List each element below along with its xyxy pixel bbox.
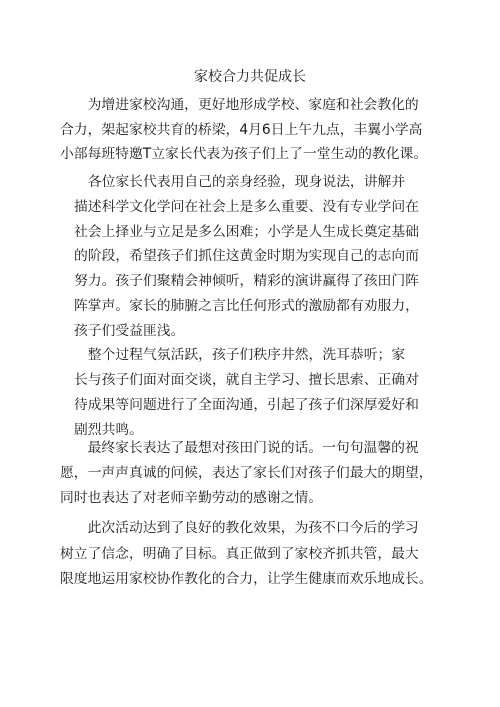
- paragraph-line: 整个过程气氛活跃，孩子们秩序井然，洗耳恭听；家: [74, 347, 406, 363]
- paragraph-line: 此次活动达到了良好的教化效果，为孩不口今后的学习: [60, 520, 419, 536]
- paragraph-line: 社会上择业与立足是多么困难；小学是人生成长奠定基础: [74, 223, 419, 240]
- paragraph-line: 各位家长代表用自己的亲身经验，现身说法，讲解并: [74, 174, 406, 190]
- paragraph-line: 待成果等问题进行了全面沟通，引起了孩子们深厚爱好和: [74, 397, 419, 413]
- paragraph-line: 合力，架起家校共育的桥梁，4月6日上午九点，丰翼小学高: [60, 121, 423, 138]
- document-title: 家校合力共促成长: [194, 69, 306, 85]
- paragraph-line: 阵掌声。家长的肺腑之言比任何形式的激励都有劝服力，: [74, 297, 419, 314]
- paragraph-3: [74, 343, 434, 443]
- paragraph-line: 的阶段，希望孩子们抓住这黄金时期为实现自己的志向而: [74, 248, 419, 265]
- paragraph-line: 限度地运用家校协作教化的合力，让学生健康而欢乐地成长。: [60, 571, 433, 587]
- paragraph-line: 愿，一声声真诚的问候，表达了家长们对孩子们最大的期望，: [60, 465, 433, 481]
- paragraph-line: 努力。孩子们聚精会神倾听，精彩的演讲赢得了孩田门阵: [74, 273, 419, 290]
- paragraph-line: 孩子们受益匪浅。: [74, 322, 185, 339]
- paragraph-line: 树立了信念，明确了目标。真正做到了家校齐抓共管，最大: [60, 545, 419, 562]
- paragraph-line: 描述科学文化学问在社会上是多么重要、没有专业学问在: [74, 198, 419, 215]
- paragraph-1: [60, 93, 442, 167]
- paragraph-5: [60, 516, 442, 593]
- paragraph-line: 长与孩子们面对面交谈，就自主学习、擅长思索、正确对: [74, 372, 419, 388]
- paragraph-2: [74, 170, 424, 344]
- paragraph-line: 最终家长表达了最想对孩田门说的话。一句句温馨的祝: [60, 440, 419, 456]
- paragraph-line: 同时也表达了对老师辛勤劳动的感谢之情。: [60, 490, 323, 506]
- paragraph-line: 为增进家校沟通，更好地形成学校、家庭和社会教化的: [60, 97, 419, 113]
- paragraph-line: 剧烈共鸣。: [74, 422, 143, 438]
- paragraph-line: 小部每班特邀T立家长代表为孩子们上了一堂生动的教化课。: [60, 146, 428, 162]
- paragraph-4: [60, 436, 442, 511]
